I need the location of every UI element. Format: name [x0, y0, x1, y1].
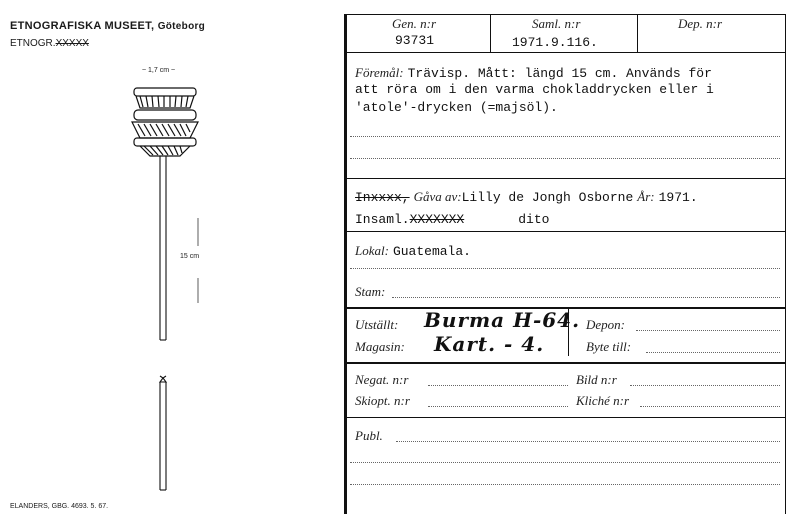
gava-line — [355, 188, 698, 206]
museum-title — [10, 20, 205, 32]
bild-label: Bild n:r — [576, 372, 617, 387]
etnogr-label: ETNOGR. — [10, 38, 56, 49]
gava-value: Lilly de Jongh Osborne — [461, 190, 634, 205]
header-bottom-border — [344, 52, 786, 53]
negat-label: Negat. n:r — [355, 372, 409, 387]
depon-rule — [636, 330, 780, 331]
whisk-drawing — [120, 78, 220, 498]
etnogr-line — [10, 38, 89, 49]
gen-value: 93731 — [395, 33, 435, 48]
saml-label: Saml. n:r — [532, 16, 581, 31]
printer-line: ELANDERS, GBG. 4693. 5. 67. — [10, 503, 109, 510]
negat-bottom-border — [344, 417, 786, 418]
saml-value: 1971.9.116. — [512, 35, 598, 50]
whisk-head — [132, 88, 198, 156]
etnogr-crossed: XXXXX — [55, 38, 89, 49]
dimension-top: ~ 1,7 cm ~ — [142, 67, 176, 74]
foremal-rule-1 — [350, 136, 780, 137]
form-right-border — [785, 14, 786, 514]
dimension-side: 15 cm — [180, 253, 200, 260]
header-divider-1 — [490, 14, 491, 52]
gen-label: Gen. n:r — [392, 16, 437, 31]
byte-rule — [646, 352, 780, 353]
cliche-label: Kliché n:r — [576, 393, 630, 408]
form-left-border — [344, 14, 347, 514]
cliche-rule — [640, 406, 780, 407]
insaml-line — [355, 210, 549, 228]
lokal-label: Lokal: — [355, 243, 389, 258]
magasin-value: Kart. - 4. — [434, 332, 545, 356]
gava-crossed: Inxxxx, — [355, 190, 410, 205]
foremal-text-3: 'atole'-drycken (=majsöl). — [355, 100, 558, 115]
museum-city: Göteborg — [157, 21, 206, 32]
whisk-stick — [160, 156, 166, 490]
foremal-line-1 — [355, 64, 712, 82]
depon-label: Depon: — [586, 317, 625, 332]
publ-rule-3 — [350, 484, 780, 485]
bild-rule — [630, 385, 780, 386]
foremal-rule-2 — [350, 158, 780, 159]
museum-name: ETNOGRAFISKA MUSEET, — [10, 20, 155, 32]
byte-label: Byte till: — [586, 339, 632, 354]
lokal-rule — [350, 268, 780, 269]
header-divider-2 — [637, 14, 638, 52]
foremal-label: Föremål: — [355, 65, 404, 80]
lokal-line — [355, 242, 471, 260]
insaml-value: dito — [518, 212, 550, 227]
stam-rule — [392, 297, 780, 298]
publ-label: Publ. — [355, 428, 383, 443]
stam-label: Stam: — [355, 284, 386, 299]
skiopt-rule — [428, 406, 568, 407]
publ-rule-1 — [396, 441, 780, 442]
ar-value: 1971. — [658, 190, 698, 205]
foremal-text-2: att röra om i den varma chokladdrycken eller i — [355, 82, 714, 97]
utstallt-label: Utställt: — [355, 317, 399, 332]
magasin-label: Magasin: — [355, 339, 405, 354]
skiopt-label: Skiopt. n:r — [355, 393, 410, 408]
insaml-label: Insaml. — [355, 212, 410, 227]
foremal-text-1: Trävisp. Mått: längd 15 cm. Används för — [407, 66, 712, 81]
negat-rule — [428, 385, 568, 386]
form-top-border — [344, 14, 786, 15]
utstallt-bottom-border — [344, 362, 786, 364]
publ-rule-2 — [350, 462, 780, 463]
gava-label: Gåva av: — [413, 189, 462, 204]
gava-bottom-border — [344, 231, 786, 232]
insaml-crossed: XXXXXXX — [409, 212, 465, 227]
lokal-value: Guatemala. — [392, 244, 471, 259]
foremal-bottom-border — [344, 178, 786, 179]
ar-label: År: — [637, 189, 655, 204]
dep-label: Dep. n:r — [678, 16, 723, 31]
utstallt-value: Burma H-64. — [424, 308, 581, 332]
